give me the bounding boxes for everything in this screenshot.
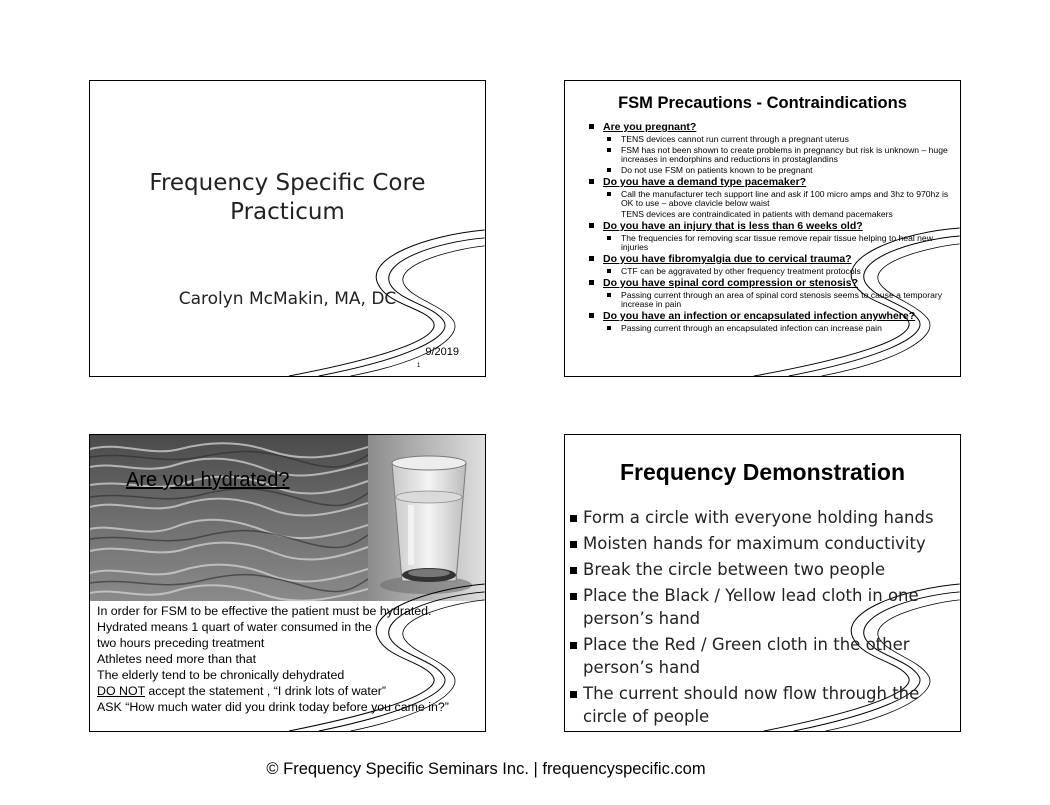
title-line-1: Frequency Specific Core [149, 170, 426, 196]
list-note: TENS devices are contraindicated in patients with demand pacemakers [621, 209, 893, 219]
text-line: The elderly tend to be chronically dehydrated [97, 668, 345, 682]
hydration-text [97, 603, 449, 715]
text-line: Hydrated means 1 quart of water consumed in the [97, 620, 372, 634]
list-item: Call the manufacturer tech support line and ask if 100 micro amps and 3hz to 970hz is OK to use – above clavicle below waist [589, 190, 950, 208]
list-item: Do not use FSM on patients known to be pregnant [589, 166, 950, 175]
emphasis: DO NOT [97, 684, 145, 698]
precautions-list [589, 120, 950, 333]
text-line: two hours preceding treatment [97, 636, 265, 650]
slide-hydration [89, 434, 486, 732]
steps-list [569, 506, 952, 731]
question: Do you have spinal cord compression or stenosis? [589, 277, 950, 289]
text-line [97, 683, 449, 699]
date: 9/2019 [425, 346, 459, 358]
list-item: The current should now flow through the circle of people [569, 682, 952, 728]
list-item: Place the Red / Green cloth in the other person’s hand [569, 633, 952, 679]
slide-precautions [564, 80, 961, 377]
slide-number: 1 [417, 363, 421, 369]
footer-copyright: © Frequency Specific Seminars Inc. | frequencyspecific.com [266, 760, 706, 778]
question: Do you have an injury that is less than 6 weeks old? [589, 220, 950, 232]
slide-title [89, 80, 486, 377]
slide-demonstration [564, 434, 961, 732]
list-item: Moisten hands for maximum conductivity [569, 532, 952, 555]
slide-heading: Are you hydrated? [126, 469, 290, 491]
list-item: Form a circle with everyone holding hands [569, 506, 952, 529]
list-item: The frequencies for removing scar tissue remove repair tissue helping to heal new injuries [589, 234, 950, 252]
question: Do you have a demand type pacemaker? [589, 176, 950, 188]
water-glass-image [368, 435, 486, 601]
list-item: CTF can be aggravated by other frequency treatment protocols [589, 267, 950, 276]
text-rest: accept the statement , “I drink lots of water” [144, 684, 386, 698]
list-item: FSM has not been shown to create problems in pregnancy but risk is unknown – huge increases in endorphins and reductions in prostaglandins [589, 146, 950, 164]
list-item: Place the Black / Yellow lead cloth in one person’s hand [569, 584, 952, 630]
question: Are you pregnant? [589, 121, 950, 133]
list-item: TENS devices cannot run current through a pregnant uterus [589, 135, 950, 144]
question: Do you have an infection or encapsulated infection anywhere? [589, 310, 950, 322]
slide-title-heading [90, 169, 485, 227]
water-surface-image [90, 435, 368, 601]
question: Do you have fibromyalgia due to cervical trauma? [589, 253, 950, 265]
wave-decoration [90, 81, 485, 376]
list-item: Passing current through an area of spinal cord stenosis seems to cause a temporary increase in pain [589, 291, 950, 309]
title-line-2: Practicum [230, 199, 345, 225]
slide-heading: Frequency Demonstration [620, 459, 905, 485]
list-item: Passing current through an encapsulated infection can increase pain [589, 324, 950, 333]
author: Carolyn McMakin, MA, DC [178, 289, 397, 309]
text-line: In order for FSM to be effective the patient must be hydrated. [97, 604, 432, 618]
slide-heading: FSM Precautions - Contraindications [618, 94, 907, 112]
text-line: ASK “How much water did you drink today before you came in?” [97, 700, 449, 714]
list-item: Break the circle between two people [569, 558, 952, 581]
text-line: Athletes need more than that [97, 652, 257, 666]
